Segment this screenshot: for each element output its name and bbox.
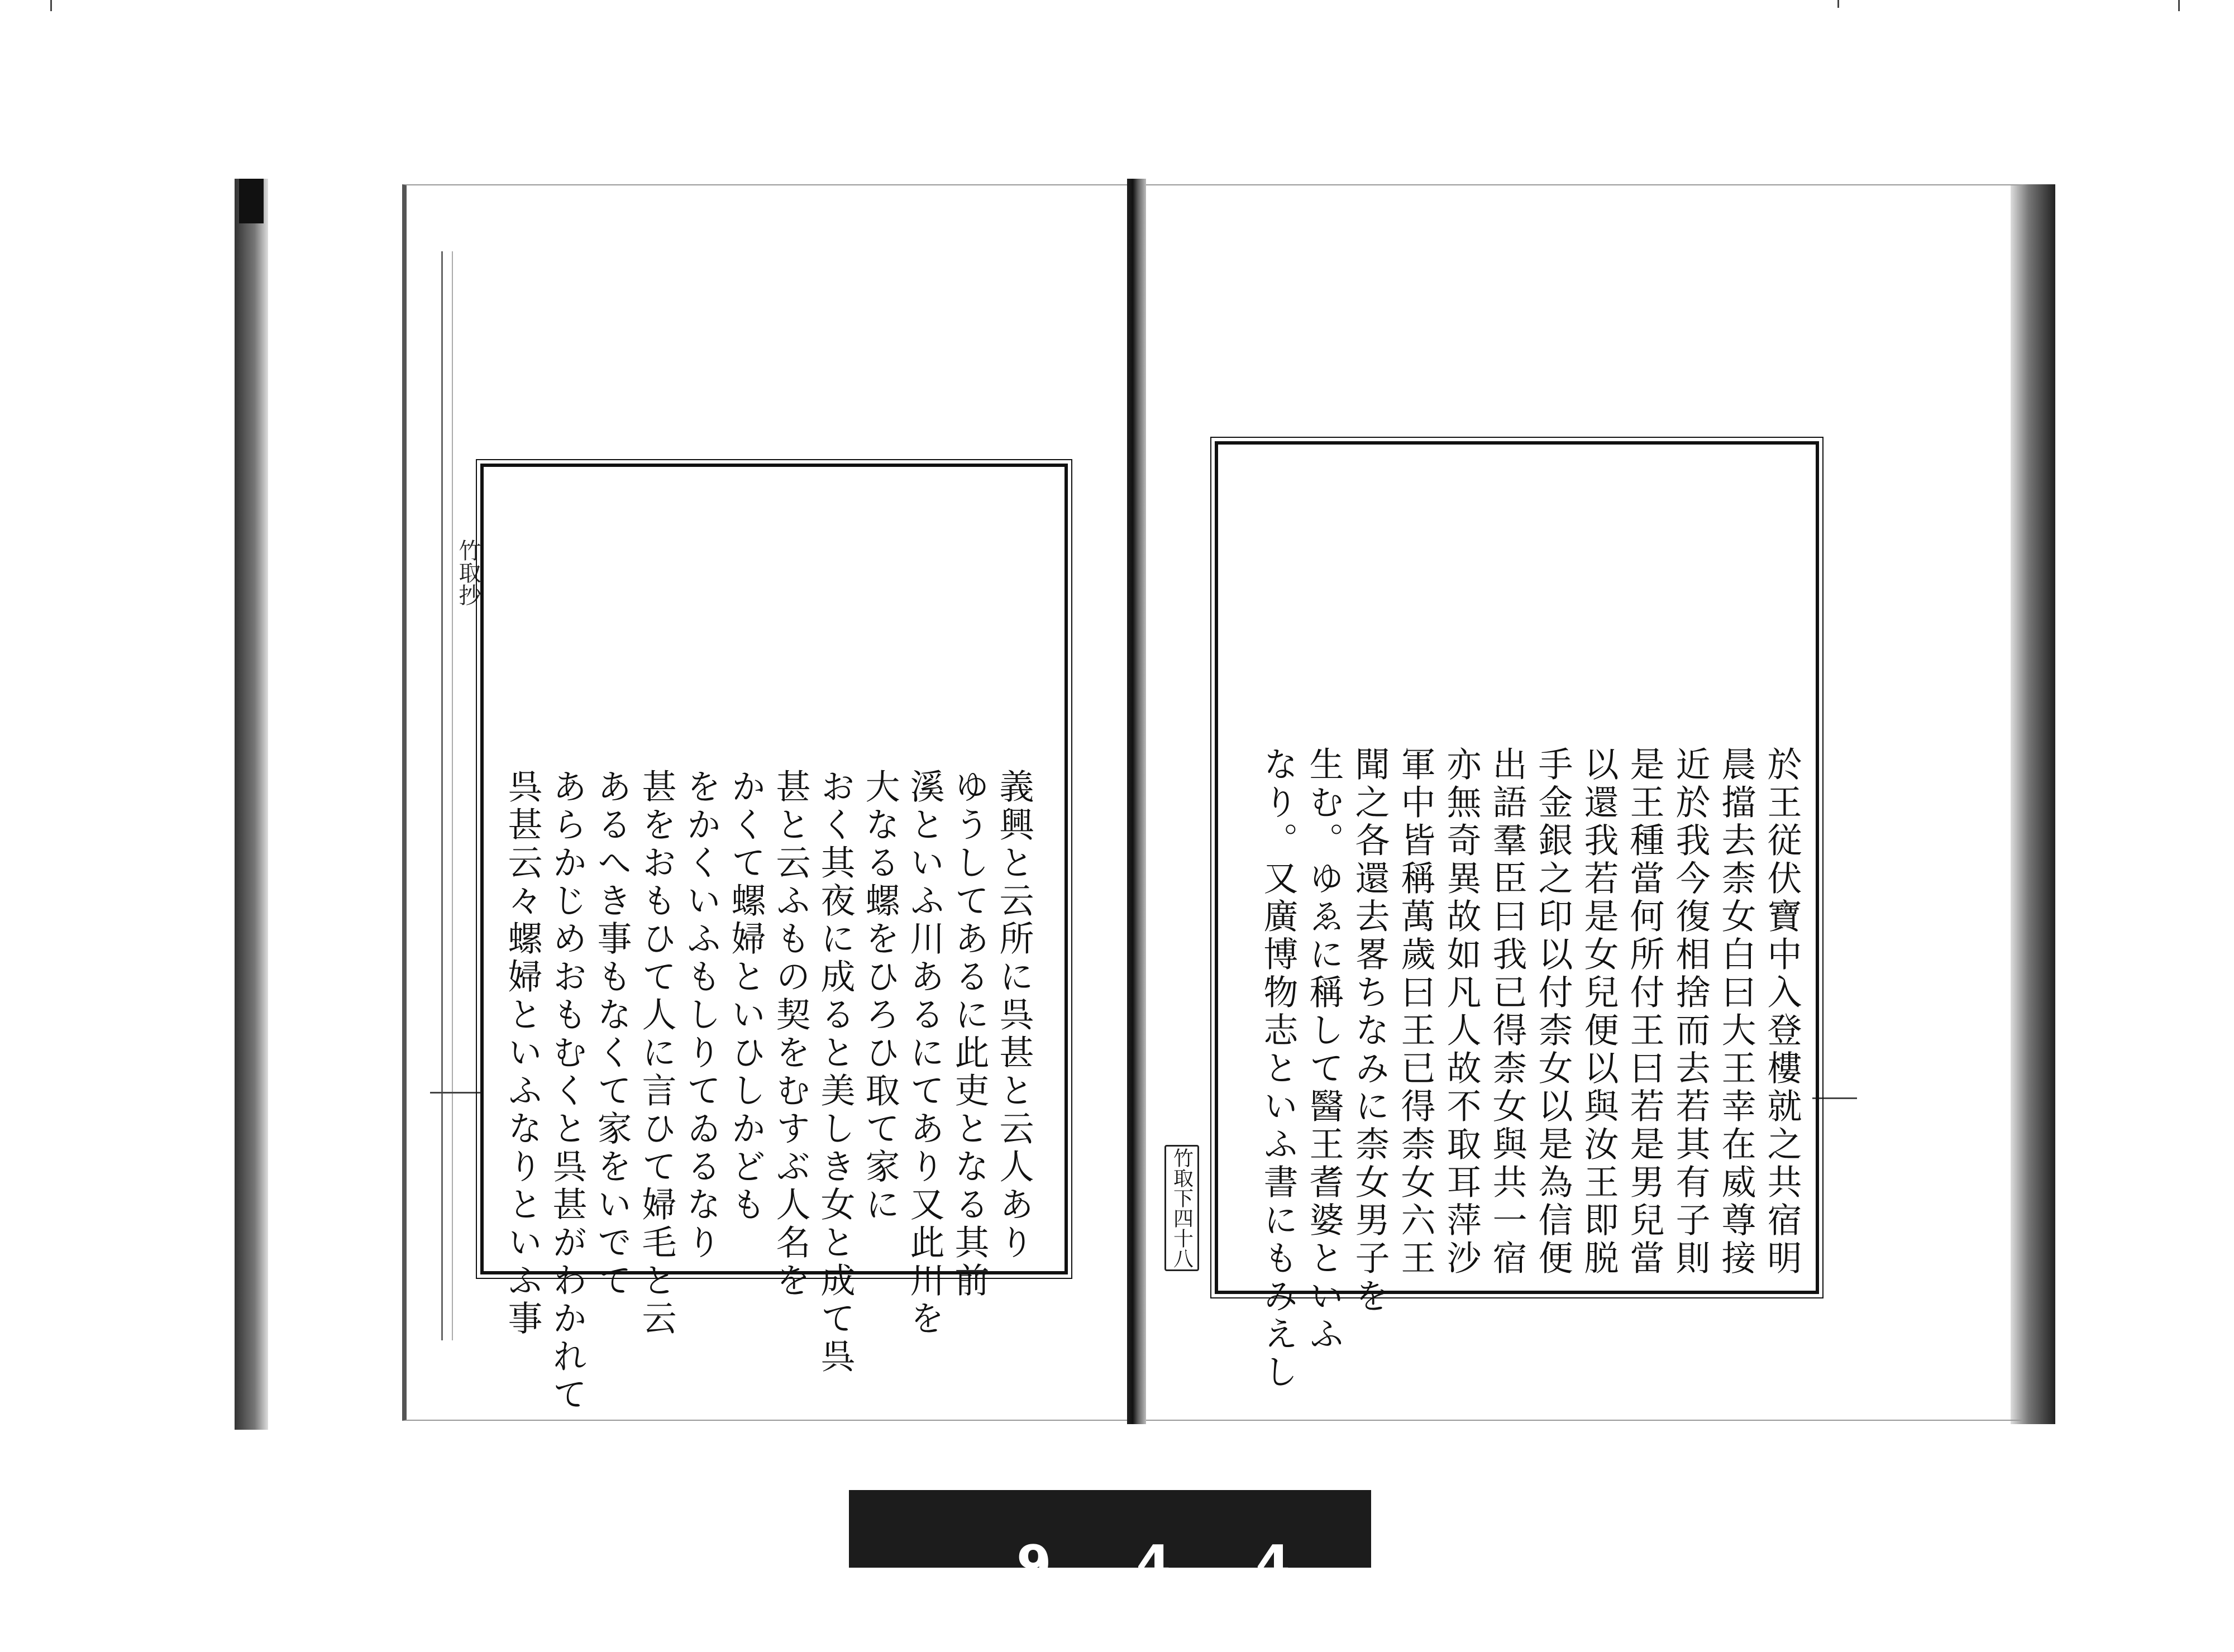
book-left-edge: [235, 179, 268, 1430]
left-column-8: をかくいふもしりてゐるなり: [681, 768, 722, 1262]
right-column-1: 於王従伏寶中入登樓就之共宿明: [1762, 746, 1802, 1278]
page-margin-label: 竹取下四十八: [1164, 1145, 1199, 1271]
right-column-4: 是王種當何所付王曰若是男兒當: [1624, 746, 1665, 1278]
left-column-7: かくて螺婦といひしかども: [725, 768, 766, 1224]
archive-stamp: [849, 1490, 1371, 1652]
right-column-8: 亦無奇異故如凡人故不取耳萍沙: [1441, 746, 1482, 1278]
scan-corner-mark-left: [50, 0, 52, 11]
right-page-tick: [1812, 1097, 1857, 1099]
scan-corner-mark-middle: [1837, 0, 1839, 8]
right-column-5: 以還我若是女兒便以與汝王即脱: [1578, 746, 1619, 1278]
book-spine: [1127, 179, 1146, 1424]
left-column-5: おく其夜に成ると美しき女と成て呉: [815, 768, 856, 1376]
right-column-12: なり。又廣博物志といふ書にもみえし: [1258, 746, 1299, 1392]
right-column-3: 近於我今復相捨而去若其有子則: [1670, 746, 1711, 1278]
right-column-10: 聞之各還去畧ちなみに柰女男子を: [1349, 746, 1390, 1316]
left-text-frame: [480, 464, 1068, 1414]
left-column-11: あらかじめおもむくと呉甚がわかれて: [547, 768, 588, 1414]
scan-corner-mark-right: [2178, 0, 2180, 11]
left-column-4: 大なる螺をひろひ取て家に: [860, 768, 900, 1224]
left-column-6: 甚と云ふもの契をむすぶ人名を: [770, 768, 811, 1300]
left-column-1: 義興と云所に呉甚と云人あり: [994, 768, 1034, 1262]
right-column-9: 軍中皆稱萬歲曰王已得柰女六王: [1395, 746, 1436, 1278]
left-column-3: 溪といふ川あるにてあり又此川を: [904, 768, 945, 1338]
right-column-11: 生む。ゆゑに稱して醫王耆婆といふ: [1304, 746, 1344, 1354]
left-page-stub: [441, 251, 453, 1340]
right-column-2: 晨擋去柰女白曰大王幸在威尊接: [1716, 746, 1756, 1278]
left-column-10: あるへき事もなくて家をいでて: [591, 768, 632, 1300]
left-page-side-label: 竹取抄: [455, 539, 481, 606]
right-column-7: 出語羣臣曰我已得柰女與共一宿: [1487, 746, 1527, 1278]
right-text-frame: [1215, 441, 1819, 1392]
left-page-tick: [430, 1092, 480, 1094]
archive-stamp-text: 9 4 4 9: [1016, 1535, 1324, 1652]
left-column-9: 甚をおもひて人に言ひて婦毛と云: [636, 768, 677, 1338]
right-column-6: 手金銀之印以付柰女以是為信便: [1533, 746, 1573, 1278]
left-column-12: 呉甚云々螺婦といふなりといふ事: [502, 768, 543, 1338]
left-column-2: ゆうしてあるに此吏となる其前: [949, 768, 990, 1300]
